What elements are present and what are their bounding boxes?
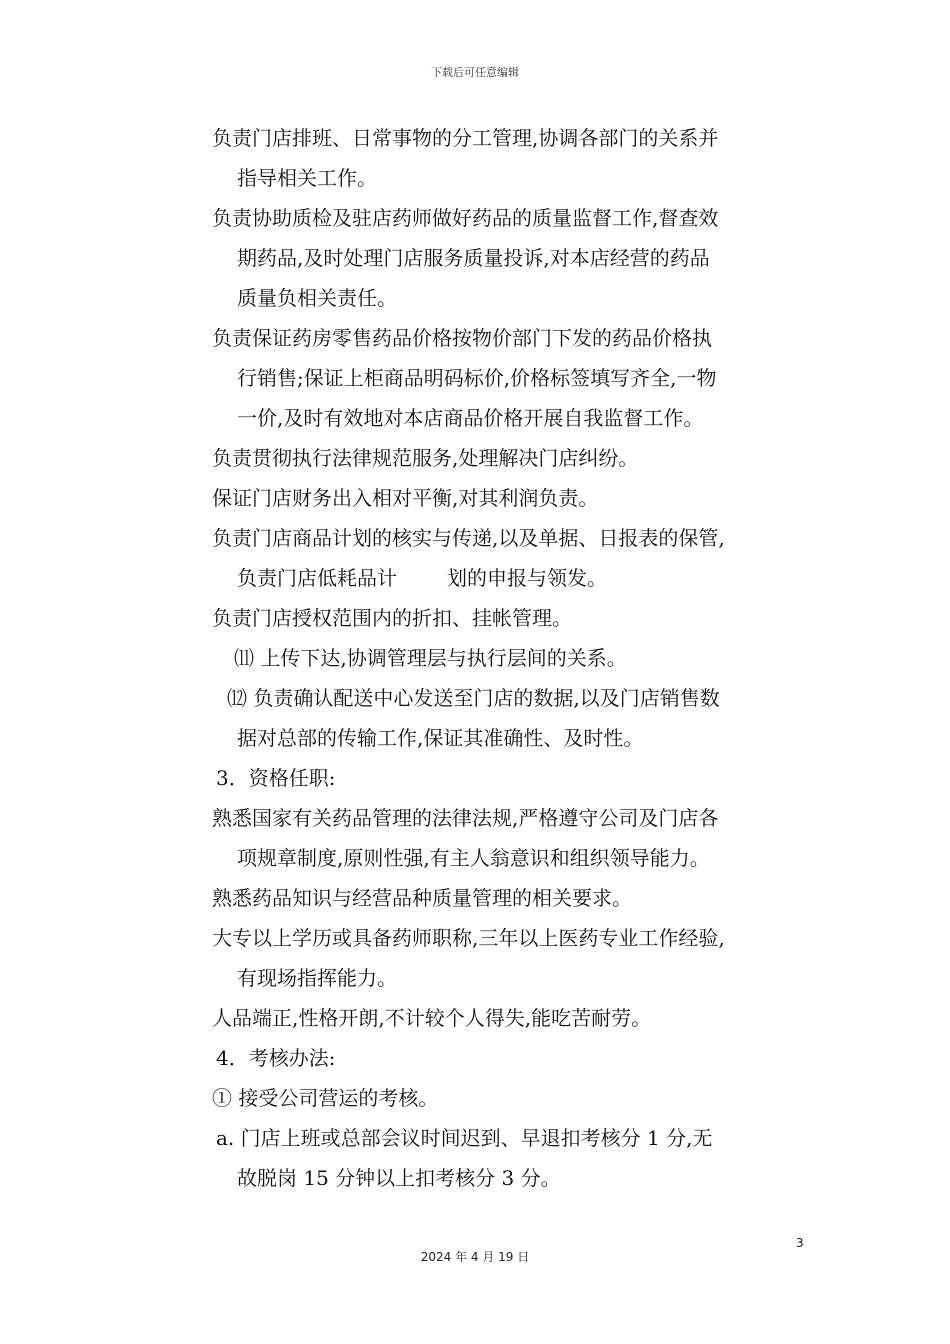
text-line: a. 门店上班或总部会议时间迟到、早退扣考核分 1 分,无 [216, 1126, 713, 1150]
text-fragment: 划的申报与领发。 [447, 566, 607, 590]
paragraph [212, 878, 822, 918]
text-line: 4．考核办法: [216, 1046, 336, 1070]
paragraph [212, 198, 822, 318]
text-line: 人品端正,性格开朗,不计较个人得失,能吃苦耐劳。 [212, 1006, 652, 1030]
text-line: 负责门店商品计划的核实与传递,以及单据、日报表的保管, [212, 526, 725, 550]
text-line: 据对总部的传输工作,保证其准确性、及时性。 [237, 726, 644, 750]
text-line: 熟悉药品知识与经营品种质量管理的相关要求。 [212, 886, 632, 910]
text-line: 故脱岗 15 分钟以上扣考核分 3 分。 [237, 1166, 561, 1190]
paragraph [212, 598, 822, 638]
text-line [212, 558, 822, 598]
paragraph [212, 438, 822, 478]
text-line: 熟悉国家有关药品管理的法律法规,严格遵守公司及门店各 [212, 806, 719, 830]
text-line: 指导相关工作。 [237, 166, 377, 190]
page-header: 下载后可任意编辑 [431, 66, 519, 79]
text-line: 一价,及时有效地对本店商品价格开展自我监督工作。 [237, 406, 704, 430]
page-number: 3 [796, 1236, 804, 1250]
paragraph [212, 118, 822, 198]
section-heading [212, 1038, 822, 1078]
paragraph-numbered [212, 1078, 822, 1118]
text-line: 项规章制度,原则性强,有主人翁意识和组织领导能力。 [237, 846, 710, 870]
document-body [212, 118, 822, 1198]
text-line: 负责保证药房零售药品价格按物价部门下发的药品价格执 [212, 326, 712, 350]
text-line: 3．资格任职: [216, 766, 336, 790]
text-line: 负责贯彻执行法律规范服务,处理解决门店纠纷。 [212, 446, 639, 470]
paragraph-numbered [212, 638, 822, 678]
text-line: 质量负相关责任。 [237, 286, 397, 310]
text-fragment: 负责门店低耗品计 [237, 566, 397, 590]
paragraph [212, 918, 822, 998]
text-line: 负责协助质检及驻店药师做好药品的质量监督工作,督查效 [212, 206, 719, 230]
text-line: 有现场指挥能力。 [237, 966, 397, 990]
section-heading [212, 758, 822, 798]
text-line: 期药品,及时处理门店服务质量投诉,对本店经营的药品 [237, 246, 710, 270]
paragraph [212, 318, 822, 438]
page-footer-date: 2024 年 4 月 19 日 [420, 1250, 530, 1264]
paragraph [212, 478, 822, 518]
text-line: 保证门店财务出入相对平衡,对其利润负责。 [212, 486, 599, 510]
text-line: ① 接受公司营运的考核。 [212, 1086, 439, 1110]
text-line: 负责门店排班、日常事物的分工管理,协调各部门的关系并 [212, 126, 719, 150]
text-line: 大专以上学历或具备药师职称,三年以上医药专业工作经验, [212, 926, 725, 950]
text-line: 负责门店授权范围内的折扣、挂帐管理。 [212, 606, 572, 630]
paragraph [212, 798, 822, 878]
text-line: ⑿ 负责确认配送中心发送至门店的数据,以及门店销售数 [227, 686, 720, 710]
paragraph [212, 998, 822, 1038]
text-line: ⑾ 上传下达,协调管理层与执行层间的关系。 [234, 646, 627, 670]
paragraph-numbered [212, 678, 822, 758]
paragraph [212, 518, 822, 598]
text-line: 行销售;保证上柜商品明码标价,价格标签填写齐全,一物 [237, 366, 717, 390]
paragraph-lettered [212, 1118, 822, 1198]
